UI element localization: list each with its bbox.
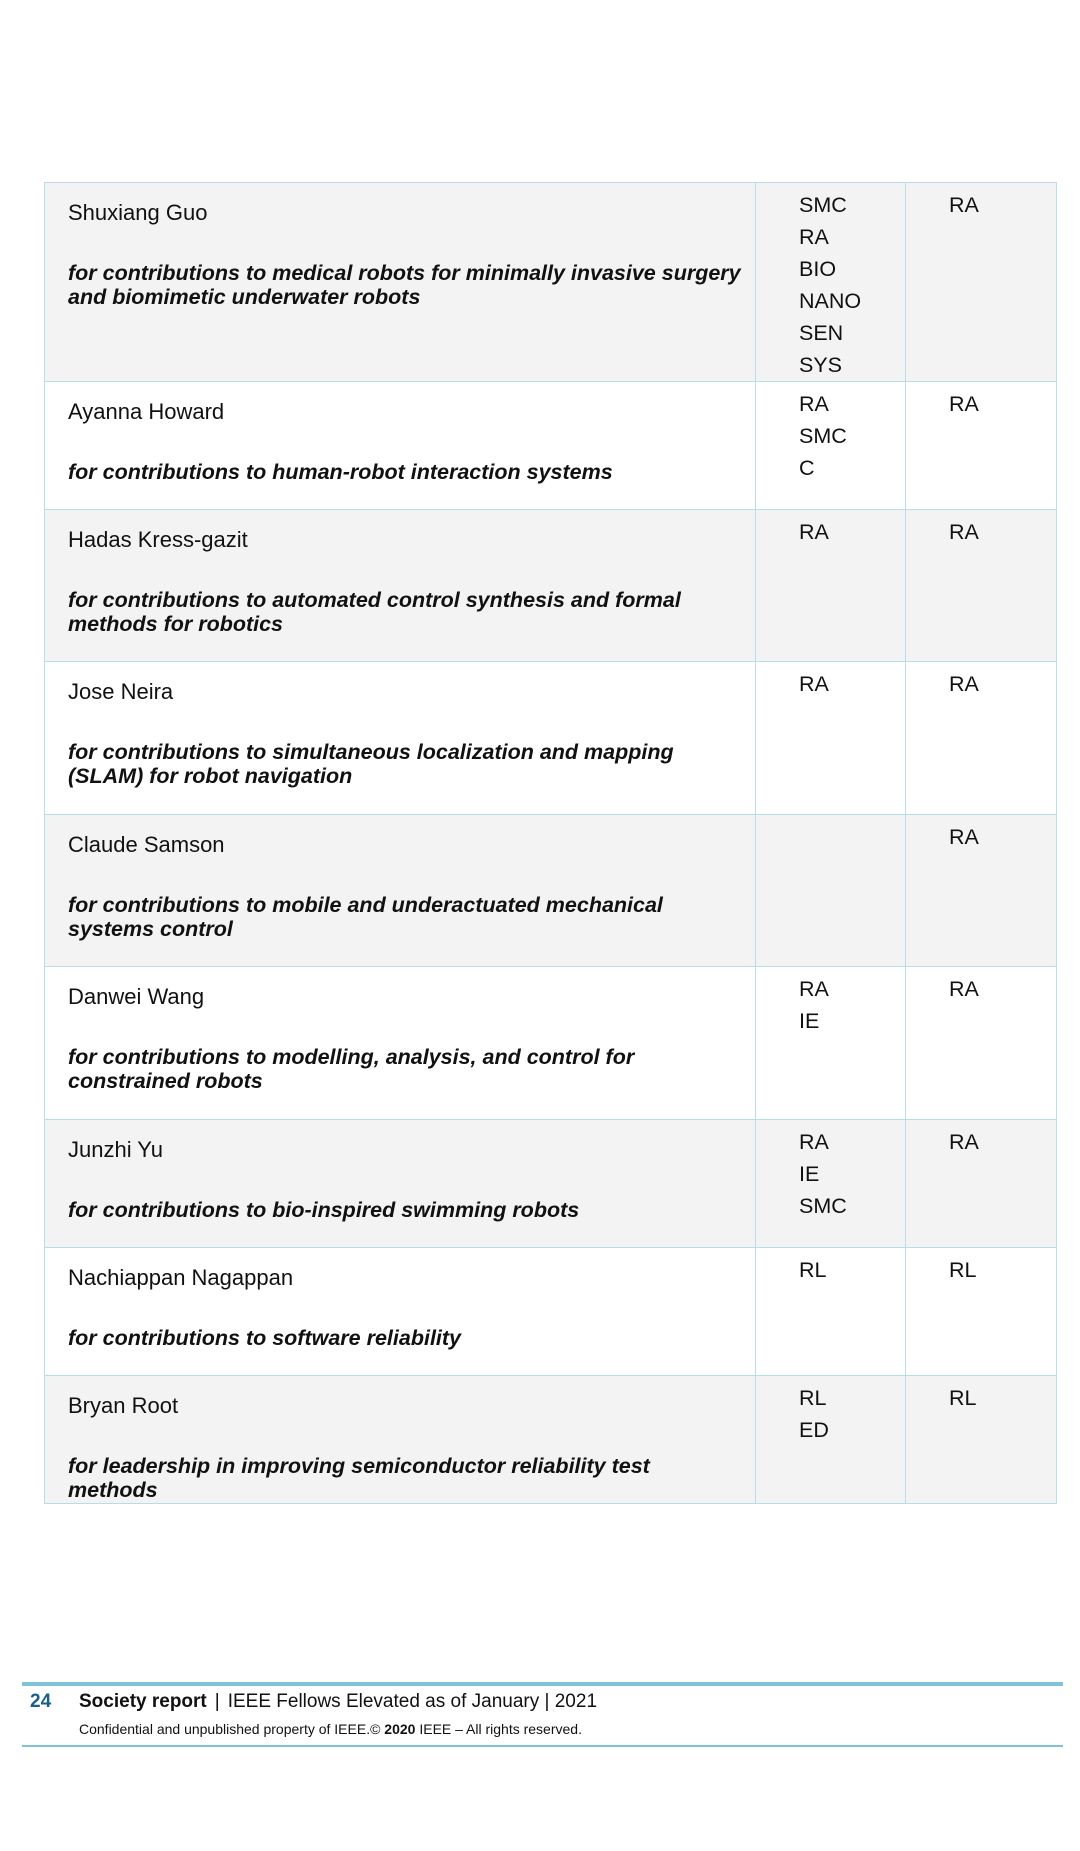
- fellow-citation: for contributions to mobile and underactuated mechanical systems control: [68, 893, 663, 941]
- page-number: 24: [30, 1691, 52, 1712]
- society-cell: [756, 662, 906, 815]
- society-code: RA: [799, 672, 829, 696]
- footer-title: [79, 1691, 597, 1713]
- evaluating-society-cell: [906, 967, 1057, 1120]
- evaluating-society-cell: [906, 510, 1057, 662]
- table-row: [45, 382, 1057, 510]
- fellow-cell: [45, 510, 756, 662]
- society-cell: [756, 967, 906, 1120]
- table-row: [45, 1248, 1057, 1376]
- evaluating-code: RL: [949, 1386, 977, 1410]
- fellow-citation: for contributions to automated control synthesis and formal methods for robotics: [68, 588, 681, 636]
- society-code: SEN: [799, 321, 844, 345]
- society-cell: [756, 510, 906, 662]
- fellow-cell: [45, 382, 756, 510]
- table-row: [45, 967, 1057, 1120]
- fellow-cell: [45, 815, 756, 967]
- fellow-name: Nachiappan Nagappan: [68, 1265, 294, 1290]
- evaluating-society-cell: [906, 1376, 1057, 1504]
- society-code: BIO: [799, 257, 837, 281]
- evaluating-code: RA: [949, 672, 979, 696]
- society-code: RL: [799, 1258, 827, 1282]
- society-code: RA: [799, 225, 829, 249]
- evaluating-code: RA: [949, 392, 979, 416]
- society-cell: [756, 1120, 906, 1248]
- fellow-cell: [45, 1248, 756, 1376]
- confidential-prefix: Confidential and unpublished property of IEEE.©: [79, 1721, 381, 1737]
- society-cell: [756, 815, 906, 967]
- fellow-name: Ayanna Howard: [68, 399, 225, 424]
- footer-top-rule: [22, 1682, 1063, 1686]
- evaluating-code: RA: [949, 193, 979, 217]
- fellow-citation: for contributions to bio-inspired swimming robots: [68, 1198, 580, 1222]
- society-cell: [756, 1248, 906, 1376]
- fellow-citation: for contributions to simultaneous localization and mapping (SLAM) for robot navigation: [68, 740, 674, 788]
- footer-separator: |: [214, 1691, 220, 1712]
- confidential-notice: [79, 1721, 582, 1737]
- evaluating-society-cell: [906, 382, 1057, 510]
- fellow-name: Junzhi Yu: [68, 1137, 164, 1162]
- evaluating-code: RA: [949, 977, 979, 1001]
- evaluating-society-cell: [906, 183, 1057, 382]
- society-code: RA: [799, 977, 829, 1001]
- table-row: [45, 662, 1057, 815]
- evaluating-code: RA: [949, 1130, 979, 1154]
- report-label: Society report: [79, 1691, 207, 1712]
- evaluating-society-cell: [906, 662, 1057, 815]
- fellows-table: [44, 182, 1057, 1504]
- table-row: [45, 815, 1057, 967]
- table-row: [45, 183, 1057, 382]
- fellow-name: Hadas Kress-gazit: [68, 527, 248, 552]
- fellows-table-body: [45, 183, 1057, 1504]
- footer-bottom-rule: [22, 1745, 1063, 1747]
- society-cell: [756, 183, 906, 382]
- fellow-name: Danwei Wang: [68, 984, 205, 1009]
- society-code: IE: [799, 1009, 820, 1033]
- table-row: [45, 1376, 1057, 1504]
- fellow-citation: for contributions to software reliability: [68, 1326, 462, 1350]
- evaluating-society-cell: [906, 815, 1057, 967]
- evaluating-code: RL: [949, 1258, 977, 1282]
- society-code: SYS: [799, 353, 843, 377]
- confidential-suffix: IEEE – All rights reserved.: [419, 1721, 582, 1737]
- fellow-name: Claude Samson: [68, 832, 225, 857]
- society-code: RA: [799, 392, 829, 416]
- copyright-year: 2020: [384, 1721, 416, 1737]
- fellow-cell: [45, 1120, 756, 1248]
- evaluating-code: RA: [949, 825, 979, 849]
- society-code: RA: [799, 1130, 829, 1154]
- fellow-name: Jose Neira: [68, 679, 174, 704]
- society-cell: [756, 382, 906, 510]
- fellow-name: Shuxiang Guo: [68, 200, 208, 225]
- fellow-citation: for leadership in improving semiconductor reliability test methods: [68, 1454, 650, 1502]
- evaluating-society-cell: [906, 1248, 1057, 1376]
- evaluating-society-cell: [906, 1120, 1057, 1248]
- society-code: RA: [799, 520, 829, 544]
- society-code: ED: [799, 1418, 829, 1442]
- fellow-citation: for contributions to modelling, analysis, and control for constrained robots: [68, 1045, 635, 1093]
- society-code: IE: [799, 1162, 820, 1186]
- fellow-citation: for contributions to human-robot interaction systems: [68, 460, 613, 484]
- fellow-cell: [45, 183, 756, 382]
- society-code: SMC: [799, 193, 847, 217]
- fellow-name: Bryan Root: [68, 1393, 179, 1418]
- fellow-cell: [45, 967, 756, 1120]
- report-title: IEEE Fellows Elevated as of January | 2021: [227, 1691, 598, 1712]
- table-row: [45, 1120, 1057, 1248]
- fellow-citation: for contributions to medical robots for minimally invasive surgery and biomimetic underwater robots: [68, 261, 741, 309]
- society-code: SMC: [799, 424, 847, 448]
- society-cell: [756, 1376, 906, 1504]
- society-code: RL: [799, 1386, 827, 1410]
- society-code: C: [799, 456, 815, 480]
- society-code: NANO: [799, 289, 862, 313]
- evaluating-code: RA: [949, 520, 979, 544]
- society-code: SMC: [799, 1194, 847, 1218]
- fellow-cell: [45, 1376, 756, 1504]
- table-row: [45, 510, 1057, 662]
- fellow-cell: [45, 662, 756, 815]
